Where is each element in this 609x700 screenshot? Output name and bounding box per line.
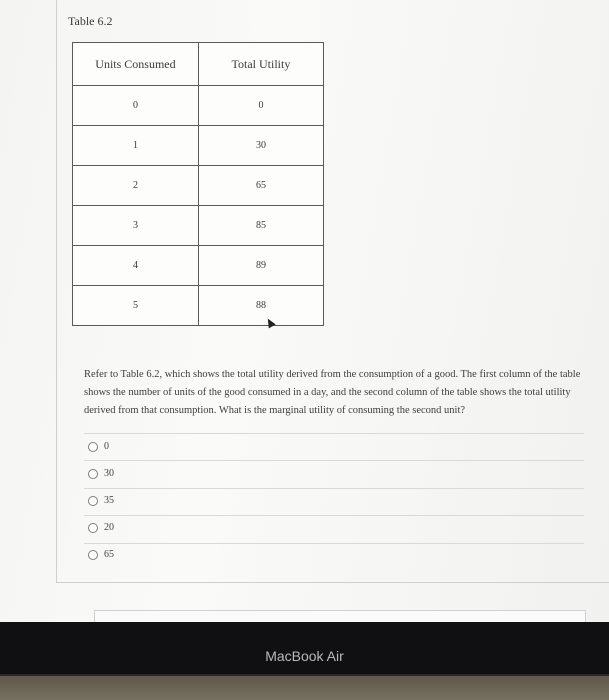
cell-units: 2 bbox=[73, 166, 199, 206]
option-label: 30 bbox=[104, 468, 114, 479]
divider bbox=[84, 543, 584, 544]
cell-utility: 0 bbox=[198, 86, 323, 126]
header-units-consumed: Units Consumed bbox=[73, 43, 199, 86]
cell-units: 3 bbox=[73, 206, 199, 246]
option-label: 35 bbox=[104, 495, 114, 506]
answer-option-65[interactable] bbox=[88, 549, 114, 560]
table-row bbox=[73, 246, 324, 286]
option-label: 65 bbox=[104, 549, 114, 560]
utility-table bbox=[72, 42, 324, 326]
answer-option-20[interactable] bbox=[88, 522, 114, 533]
table-caption: Table 6.2 bbox=[68, 14, 113, 28]
option-label: 0 bbox=[104, 441, 109, 452]
device-brand-label: MacBook Air bbox=[265, 648, 344, 664]
option-label: 20 bbox=[104, 522, 114, 533]
cell-utility: 65 bbox=[198, 166, 323, 206]
radio-icon[interactable] bbox=[88, 496, 98, 506]
header-total-utility: Total Utility bbox=[198, 43, 323, 86]
table-row bbox=[73, 286, 324, 326]
divider bbox=[84, 515, 584, 516]
radio-icon[interactable] bbox=[88, 442, 98, 452]
table-row bbox=[73, 206, 324, 246]
divider bbox=[84, 460, 584, 461]
cell-units: 1 bbox=[73, 126, 199, 166]
cell-utility: 88 bbox=[198, 286, 323, 326]
cell-units: 5 bbox=[73, 286, 199, 326]
cell-utility: 85 bbox=[198, 206, 323, 246]
table-row bbox=[73, 126, 324, 166]
cell-utility: 89 bbox=[198, 246, 323, 286]
table-row bbox=[73, 166, 324, 206]
cell-units: 0 bbox=[73, 86, 199, 126]
table-row bbox=[73, 86, 324, 126]
radio-icon[interactable] bbox=[88, 550, 98, 560]
answer-option-35[interactable] bbox=[88, 495, 114, 506]
content-bottom-border bbox=[56, 582, 609, 583]
divider bbox=[84, 433, 584, 434]
answer-option-30[interactable] bbox=[88, 468, 114, 479]
cell-utility: 30 bbox=[198, 126, 323, 166]
radio-icon[interactable] bbox=[88, 469, 98, 479]
table-header-row bbox=[73, 43, 324, 86]
answer-option-0[interactable] bbox=[88, 441, 109, 452]
laptop-hinge bbox=[0, 674, 609, 676]
cell-units: 4 bbox=[73, 246, 199, 286]
laptop-base bbox=[0, 674, 609, 700]
question-text: Refer to Table 6.2, which shows the total utility derived from the consumption of a good. The first column of the table shows the number of units of the good consumed in a day, and the second column of the table shows the total utility derived from that consumption. What is the marginal utility of consuming the second unit? bbox=[84, 369, 581, 416]
divider bbox=[84, 488, 584, 489]
radio-icon[interactable] bbox=[88, 523, 98, 533]
